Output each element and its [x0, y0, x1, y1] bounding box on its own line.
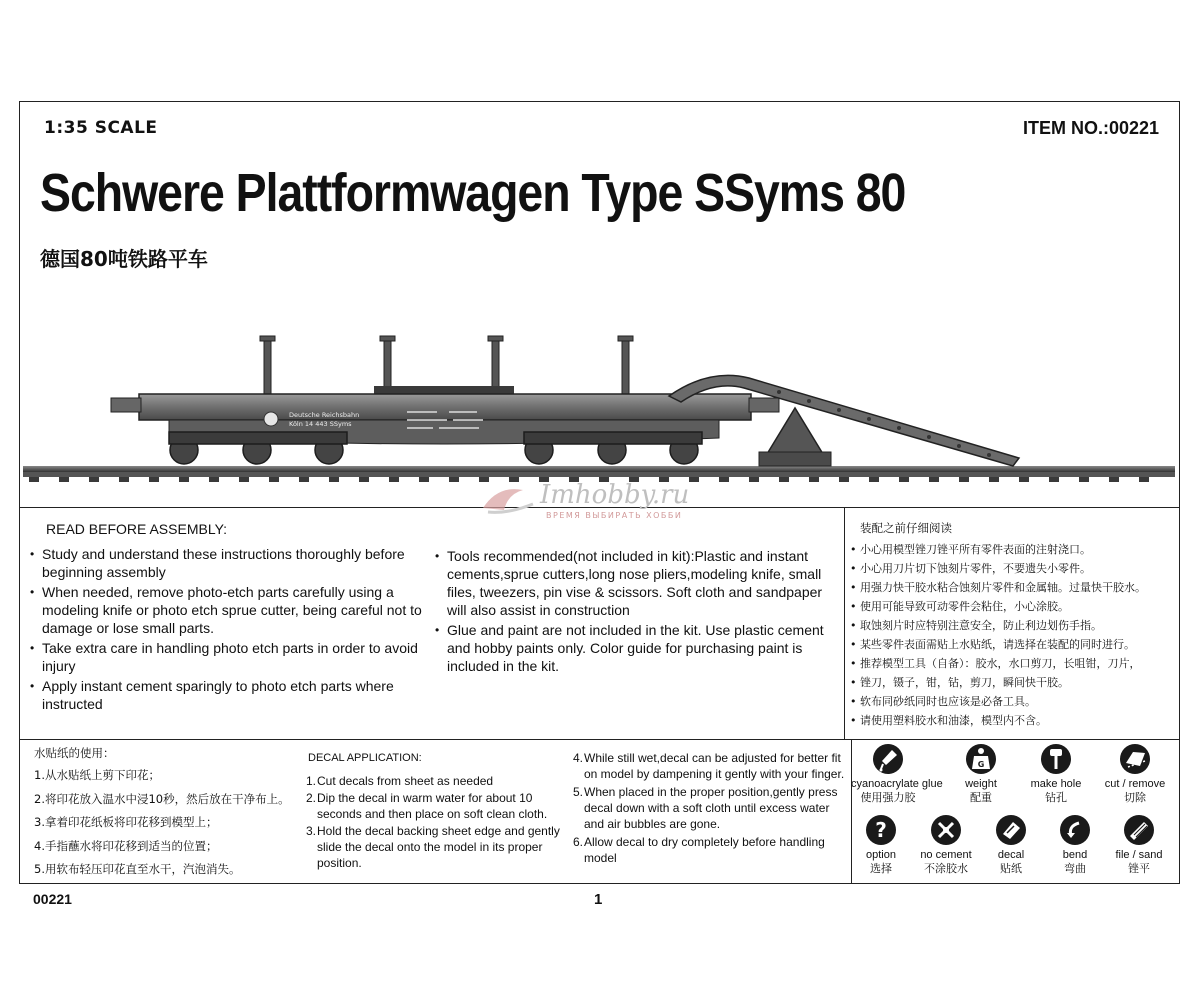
legend-label: cyanoacrylate glue — [851, 778, 943, 790]
decal-application-heading: DECAL APPLICATION: — [308, 752, 422, 764]
legend-label: no cement — [920, 849, 972, 861]
list-item: 2.将印花放入温水中浸10秒，然后放在干净布上。 — [34, 791, 290, 806]
weight-icon — [965, 743, 997, 775]
legend-label-cn: 弯曲 — [1064, 862, 1086, 875]
legend-cut — [1096, 743, 1174, 805]
legend-drill — [1023, 743, 1089, 805]
decal-icon — [995, 814, 1027, 846]
list-item: • 用强力快干胶水粘合蚀刻片零件和金属轴。过量快干胶水。 — [860, 578, 1180, 597]
step-number: 4. — [573, 751, 584, 765]
weight-letter: G — [977, 760, 985, 769]
option-glyph: ? — [875, 818, 887, 842]
cut-icon — [1119, 743, 1151, 775]
legend-bend — [1050, 814, 1100, 876]
water-decal-heading: 水贴纸的使用： — [34, 746, 115, 760]
legend-label: file / sand — [1115, 849, 1163, 861]
list-item: 4.手指蘸水将印花移到适当的位置； — [34, 838, 218, 853]
list-item: • When needed, remove photo-etch parts carefully using a modeling knife or photo etch sprue cutter, being careful not to damage or lose small parts. — [42, 583, 432, 637]
decal-steps-right — [573, 750, 846, 866]
legend-label: cut / remove — [1104, 778, 1166, 790]
list-item — [306, 823, 572, 871]
list-item: • Glue and paint are not included in the kit. Use plastic cement and hobby paints only. Color guide for purchasing paint is included in the kit. — [447, 621, 842, 675]
legend-label-cn: 锉平 — [1128, 862, 1150, 875]
watermark-text: Imhobby.ru — [540, 480, 690, 510]
step-number: 3. — [306, 824, 317, 838]
list-item: • Tools recommended(not included in kit):Plastic and instant cements,sprue cutters,long nose pliers,modeling knife, small files, tweezers, pin vise & scissors. Soft cloth and sandpaper will also assist in construction — [447, 547, 842, 619]
step-text: Allow decal to dry completely before handling model — [584, 835, 825, 865]
page-number: 1 — [594, 891, 603, 908]
list-item: • 锉刀，镊子，钳，钻，剪刀，瞬间快干胶。 — [860, 673, 1180, 692]
list-item — [573, 784, 846, 832]
list-item: 3.拿着印花纸板将印花移到模型上； — [34, 815, 218, 829]
footer-item-code: 00221 — [33, 891, 72, 907]
legend-label-cn: 选择 — [870, 862, 892, 875]
watermark-subtext: ВРЕМЯ ВЫБИРАТЬ ХОББИ — [546, 511, 683, 520]
list-item: • 小心用刀片切下蚀刻片零件，不要遗失小零件。 — [860, 559, 1180, 578]
list-item — [573, 834, 846, 866]
read-before-list — [42, 545, 432, 715]
legend-label-cn: 不涂胶水 — [924, 862, 968, 875]
legend-weight — [951, 743, 1011, 805]
legend-label: decal — [997, 849, 1025, 861]
watermark-logo — [478, 480, 538, 520]
list-item: • 推荐模型工具（自备）：胶水，水口剪刀，长咀钳，刀片， — [860, 654, 1180, 673]
file-icon — [1123, 814, 1155, 846]
list-item — [306, 773, 572, 789]
list-item: 5.用软布轻压印花直至水干，汽泡消失。 — [34, 862, 241, 876]
divider-line — [844, 507, 845, 739]
legend-no-cement — [911, 814, 981, 876]
scale-label: 1:35 SCALE — [44, 118, 158, 138]
wagon-marking: Deutsche Reichsbahn — [289, 411, 360, 419]
step-number: 2. — [306, 791, 317, 805]
step-text: When placed in the proper position,gently press decal down with a soft cloth until excess water and air bubbles are gone. — [584, 785, 838, 831]
list-item: 1.从水贴纸上剪下印花； — [34, 768, 160, 782]
list-item: • 软布同砂纸同时也应该是必备工具。 — [860, 692, 1180, 711]
glue-icon — [872, 743, 904, 775]
legend-label-cn: 切除 — [1124, 791, 1146, 804]
legend-label: weight — [965, 778, 997, 790]
step-text: While still wet,decal can be adjusted for better fit on model by dampening it gently with your finger. — [584, 751, 845, 781]
cn-notes-heading: 装配之前仔细阅读 — [860, 521, 952, 535]
tools-list — [447, 547, 842, 677]
wagon-marking: Köln 14 443 SSyms — [289, 420, 352, 428]
legend-label: option — [866, 849, 896, 861]
list-item: • Apply instant cement sparingly to photo etch parts where instructed — [42, 677, 432, 713]
list-item: • 请使用塑料胶水和油漆，模型内不含。 — [860, 711, 1180, 730]
step-text: Hold the decal backing sheet edge and gently slide the decal onto the model in its proper position. — [317, 824, 560, 870]
step-number: 1. — [306, 774, 317, 788]
list-item: • Take extra care in handling photo etch parts in order to avoid injury — [42, 639, 432, 675]
legend-label-cn: 钻孔 — [1045, 791, 1067, 804]
legend-label: bend — [1062, 849, 1088, 861]
drill-icon — [1040, 743, 1072, 775]
legend-label-cn: 贴纸 — [1000, 862, 1022, 875]
list-item — [573, 750, 846, 782]
list-item: • 取蚀刻片时应特别注意安全，防止利边划伤手指。 — [860, 616, 1180, 635]
item-number: ITEM NO.:00221 — [1022, 118, 1159, 138]
cn-notes-list — [860, 540, 1180, 730]
list-item — [306, 790, 572, 822]
legend-option — [851, 814, 911, 876]
step-number: 5. — [573, 785, 584, 799]
option-icon — [865, 814, 897, 846]
list-item: • 使用可能导致可动零件会粘住，小心涂胶。 — [860, 597, 1180, 616]
step-text: Cut decals from sheet as needed — [317, 774, 494, 788]
legend-file — [1106, 814, 1172, 876]
page-title: Schwere Plattformwagen Type SSyms 80 — [40, 163, 906, 223]
decal-steps-left — [306, 773, 572, 871]
step-number: 6. — [573, 835, 584, 849]
legend-decal — [986, 814, 1036, 876]
bend-icon — [1059, 814, 1091, 846]
list-item: • 小心用模型锉刀锉平所有零件表面的注射浇口。 — [860, 540, 1180, 559]
divider-line — [19, 739, 1180, 740]
list-item: • Study and understand these instructions thoroughly before beginning assembly — [42, 545, 432, 581]
legend-label-cn: 配重 — [970, 791, 992, 804]
list-item: • 某些零件表面需贴上水贴纸，请选择在装配的同时进行。 — [860, 635, 1180, 654]
step-text: Dip the decal in warm water for about 10 seconds and then place on soft clean cloth. — [317, 791, 548, 821]
legend-label-cn: 使用强力胶 — [860, 791, 916, 804]
read-before-heading: READ BEFORE ASSEMBLY: — [46, 521, 228, 537]
page-title-cn: 德国80吨铁路平车 — [40, 247, 208, 271]
no-cement-icon — [930, 814, 962, 846]
legend-glue — [851, 743, 943, 805]
water-decal-list — [34, 764, 290, 882]
legend-label: make hole — [1030, 778, 1082, 790]
